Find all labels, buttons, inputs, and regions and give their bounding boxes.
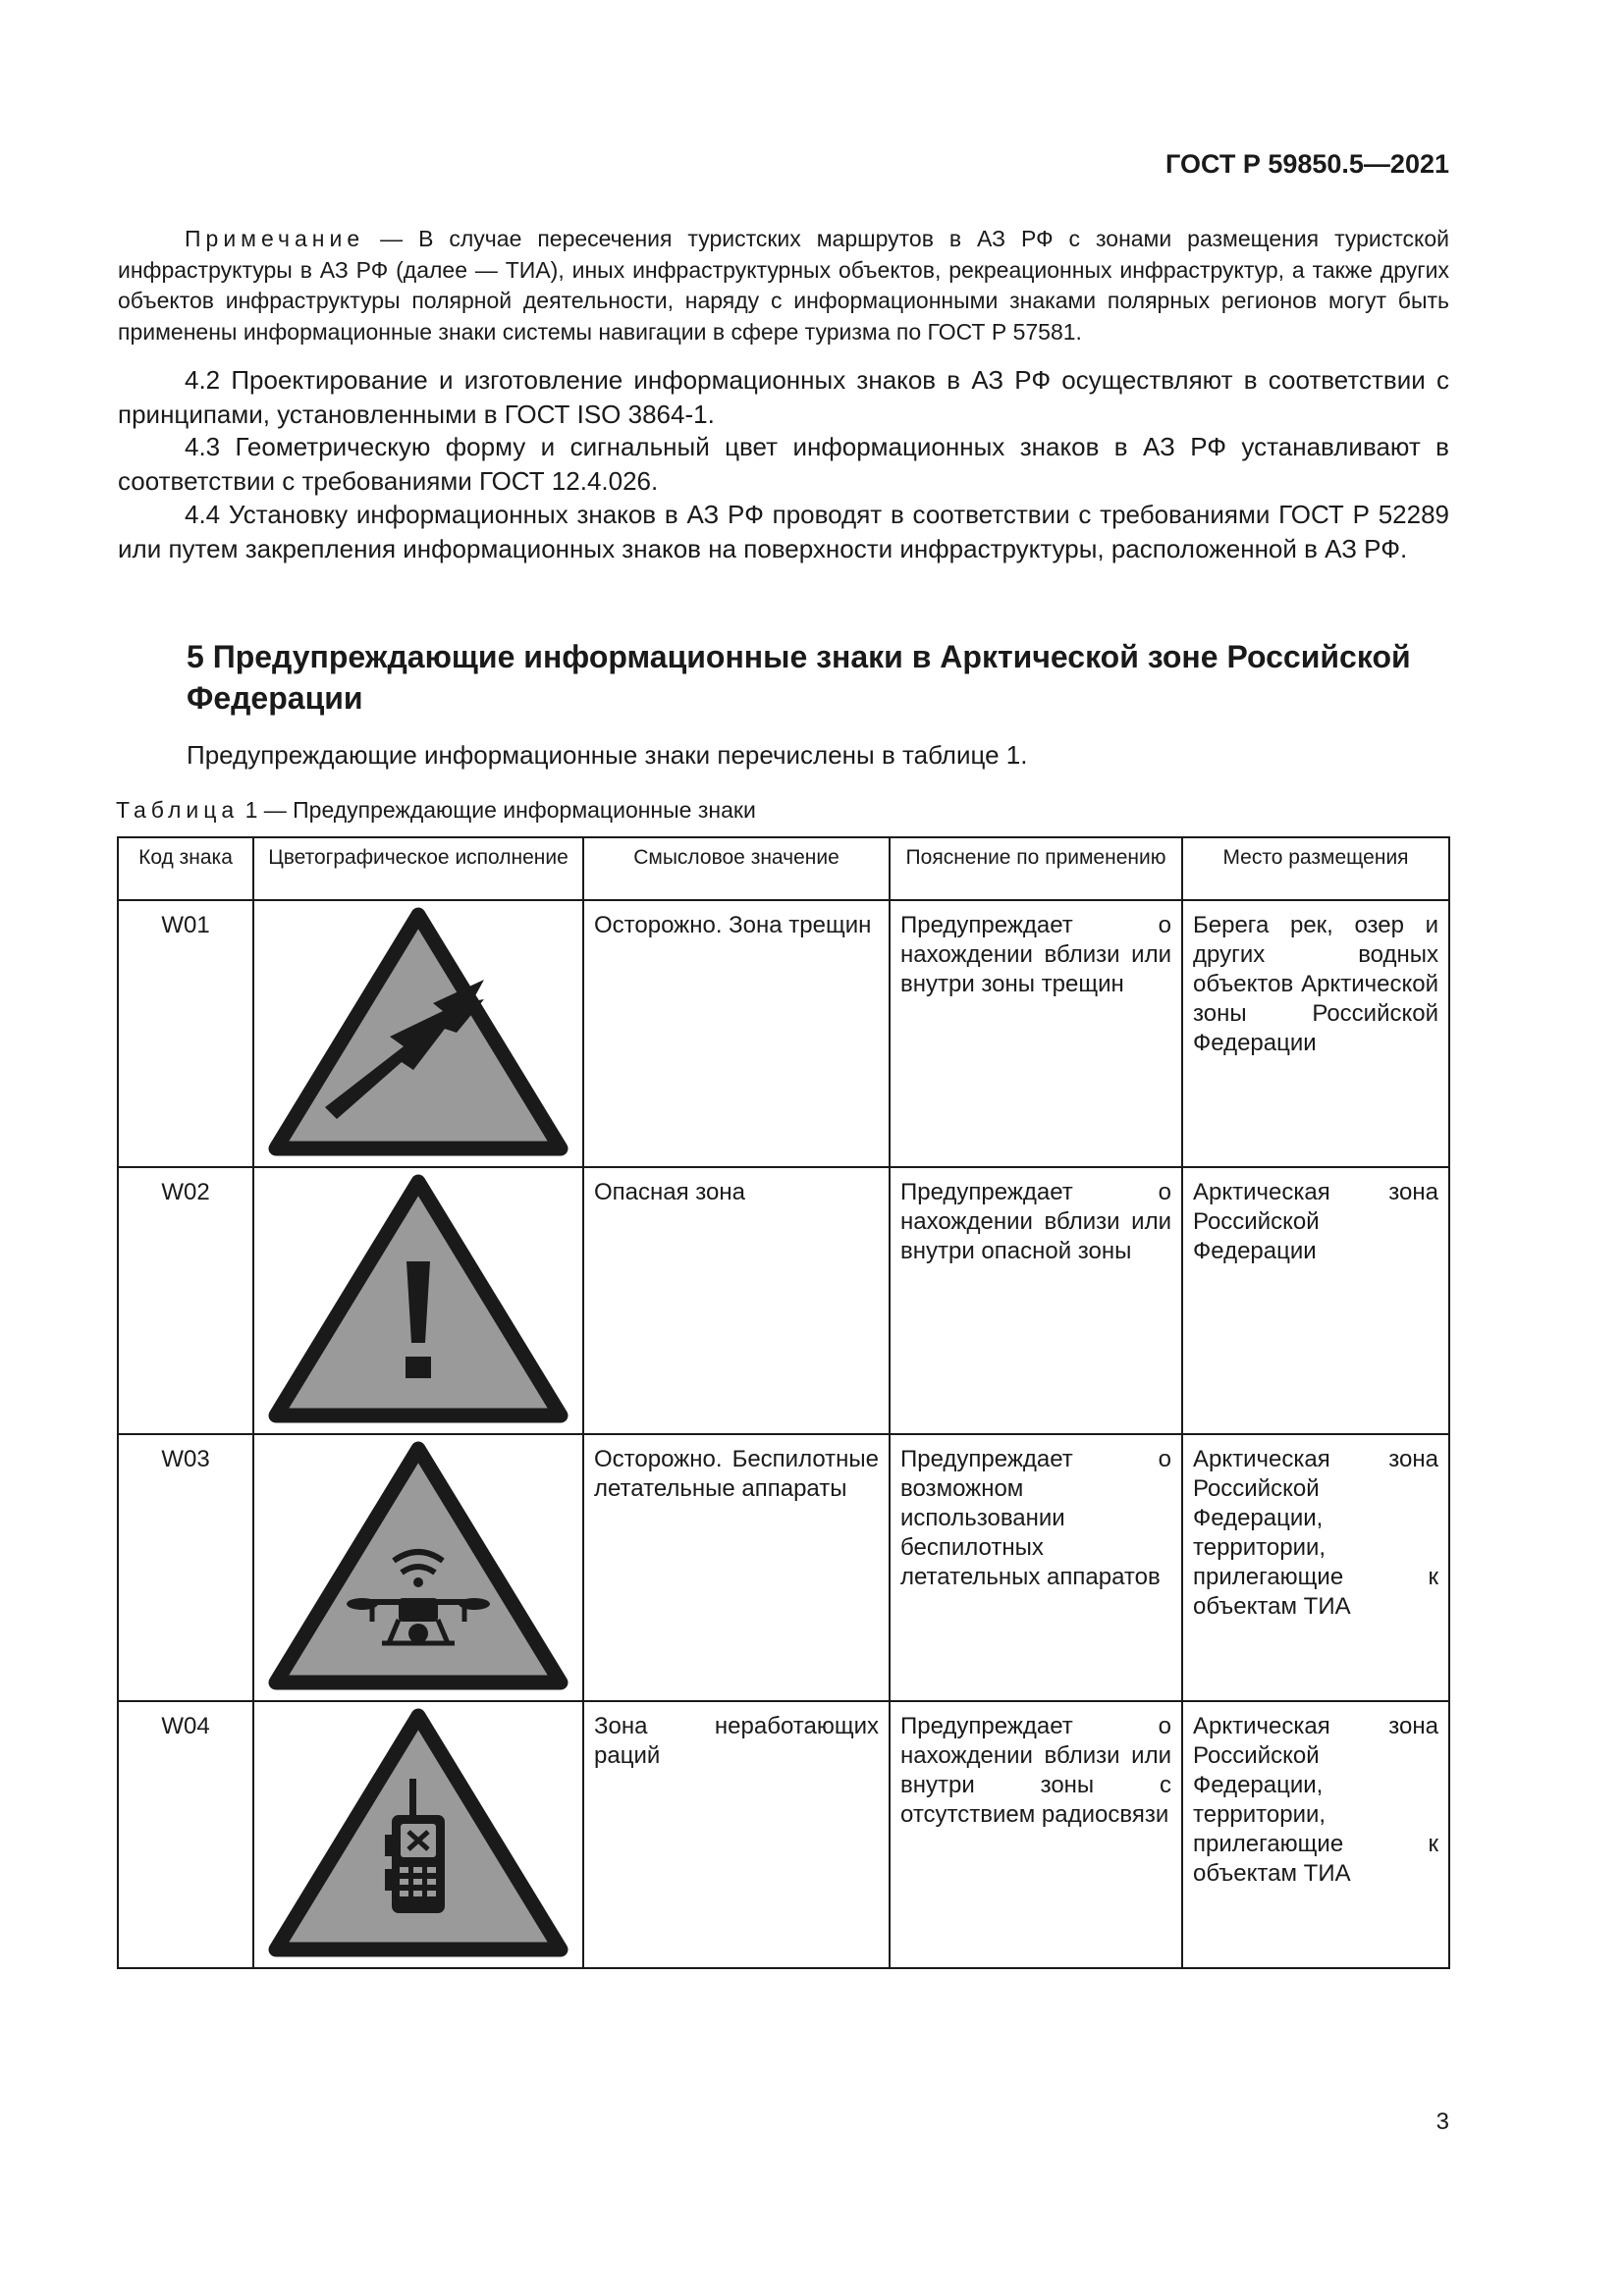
note-paragraph [118, 224, 1449, 347]
table-row [118, 1701, 1449, 1968]
exclamation-warning-icon [256, 1168, 580, 1428]
header-code: Код знака [118, 837, 253, 900]
drone-warning-icon [256, 1435, 580, 1695]
cracks-warning-icon [256, 901, 580, 1161]
sign-code: W01 [118, 900, 253, 1167]
sign-code: W04 [118, 1701, 253, 1968]
sign-explanation: Предупреждает о нахождении вблизи или внутри зоны трещин [890, 900, 1182, 1167]
sign-image-cell [253, 1167, 583, 1434]
document-code: ГОСТ Р 59850.5—2021 [1165, 149, 1449, 179]
paragraph-4-4: 4.4 Установку информационных знаков в АЗ РФ проводят в соответствии с требованиями ГОСТ Р 52289 или путем закрепления информационных знаков на поверхности инфраструктуры, расположенной в АЗ РФ. [118, 500, 1449, 563]
paragraph-4-3: 4.3 Геометрическую форму и сигнальный цвет информационных знаков в АЗ РФ устанавливают в соответствии с требованиями ГОСТ 12.4.026. [118, 432, 1449, 496]
sign-location: Арктическая зона Российской Федерации, территории, прилегающие к объектам ТИА [1182, 1701, 1449, 1968]
sign-location: Арктическая зона Российской Федерации [1182, 1167, 1449, 1434]
table-caption-label: Таблица [116, 797, 240, 823]
page-number: 3 [1435, 2109, 1449, 2135]
sign-explanation: Предупреждает о нахождении вблизи или внутри опасной зоны [890, 1167, 1182, 1434]
section-title: 5 Предупреждающие информационные знаки в Арктической зоне Российской Федерации [187, 639, 1411, 716]
table-row [118, 900, 1449, 1167]
sign-meaning: Зона неработающих раций [583, 1701, 890, 1968]
paragraph-4-2: 4.2 Проектирование и изготовление информационных знаков в АЗ РФ осуществляют в соответствии с принципами, установленными в ГОСТ ISO 3864-1. [118, 365, 1449, 429]
table-caption-text: 1 — Предупреждающие информационные знаки [239, 797, 756, 823]
note-text: — В случае пересечения туристских маршрутов в АЗ РФ с зонами размещения туристской инфраструктуры в АЗ РФ (далее — ТИА), иных инфраструктурных объектов, рекреационных инфраструктур, а также других объектов инфраструктуры полярной деятельности, наряду с информационными знаками полярных регионов могут быть применены информационные знаки системы навигации в сфере туризма по ГОСТ Р 57581. [118, 226, 1449, 345]
table-row [118, 1167, 1449, 1434]
sign-code: W03 [118, 1434, 253, 1701]
table-header-row [118, 837, 1449, 900]
sign-meaning: Осторожно. Беспилотные летательные аппараты [583, 1434, 890, 1701]
table-row [118, 1434, 1449, 1701]
sign-location: Берега рек, озер и других водных объектов Арктической зоны Российской Федерации [1182, 900, 1449, 1167]
sign-image-cell [253, 1434, 583, 1701]
sign-image-cell [253, 900, 583, 1167]
sign-explanation: Предупреждает о возможном использовании беспилотных летательных аппаратов [890, 1434, 1182, 1701]
sign-meaning: Осторожно. Зона трещин [583, 900, 890, 1167]
table-caption [116, 797, 756, 824]
header-explanation: Пояснение по применению [890, 837, 1182, 900]
note-label: Примечание [185, 226, 365, 251]
section-intro: Предупреждающие информационные знаки перечислены в таблице 1. [187, 740, 1028, 770]
sign-code: W02 [118, 1167, 253, 1434]
no-radio-warning-icon [256, 1702, 580, 1962]
header-meaning: Смысловое значение [583, 837, 890, 900]
header-image: Цветографическое исполнение [253, 837, 583, 900]
header-location: Место размещения [1182, 837, 1449, 900]
sign-meaning: Опасная зона [583, 1167, 890, 1434]
sign-location: Арктическая зона Российской Федерации, территории, прилегающие к объектам ТИА [1182, 1434, 1449, 1701]
signs-table [117, 836, 1450, 1969]
sign-explanation: Предупреждает о нахождении вблизи или внутри зоны с отсутствием радиосвязи [890, 1701, 1182, 1968]
sign-image-cell [253, 1701, 583, 1968]
